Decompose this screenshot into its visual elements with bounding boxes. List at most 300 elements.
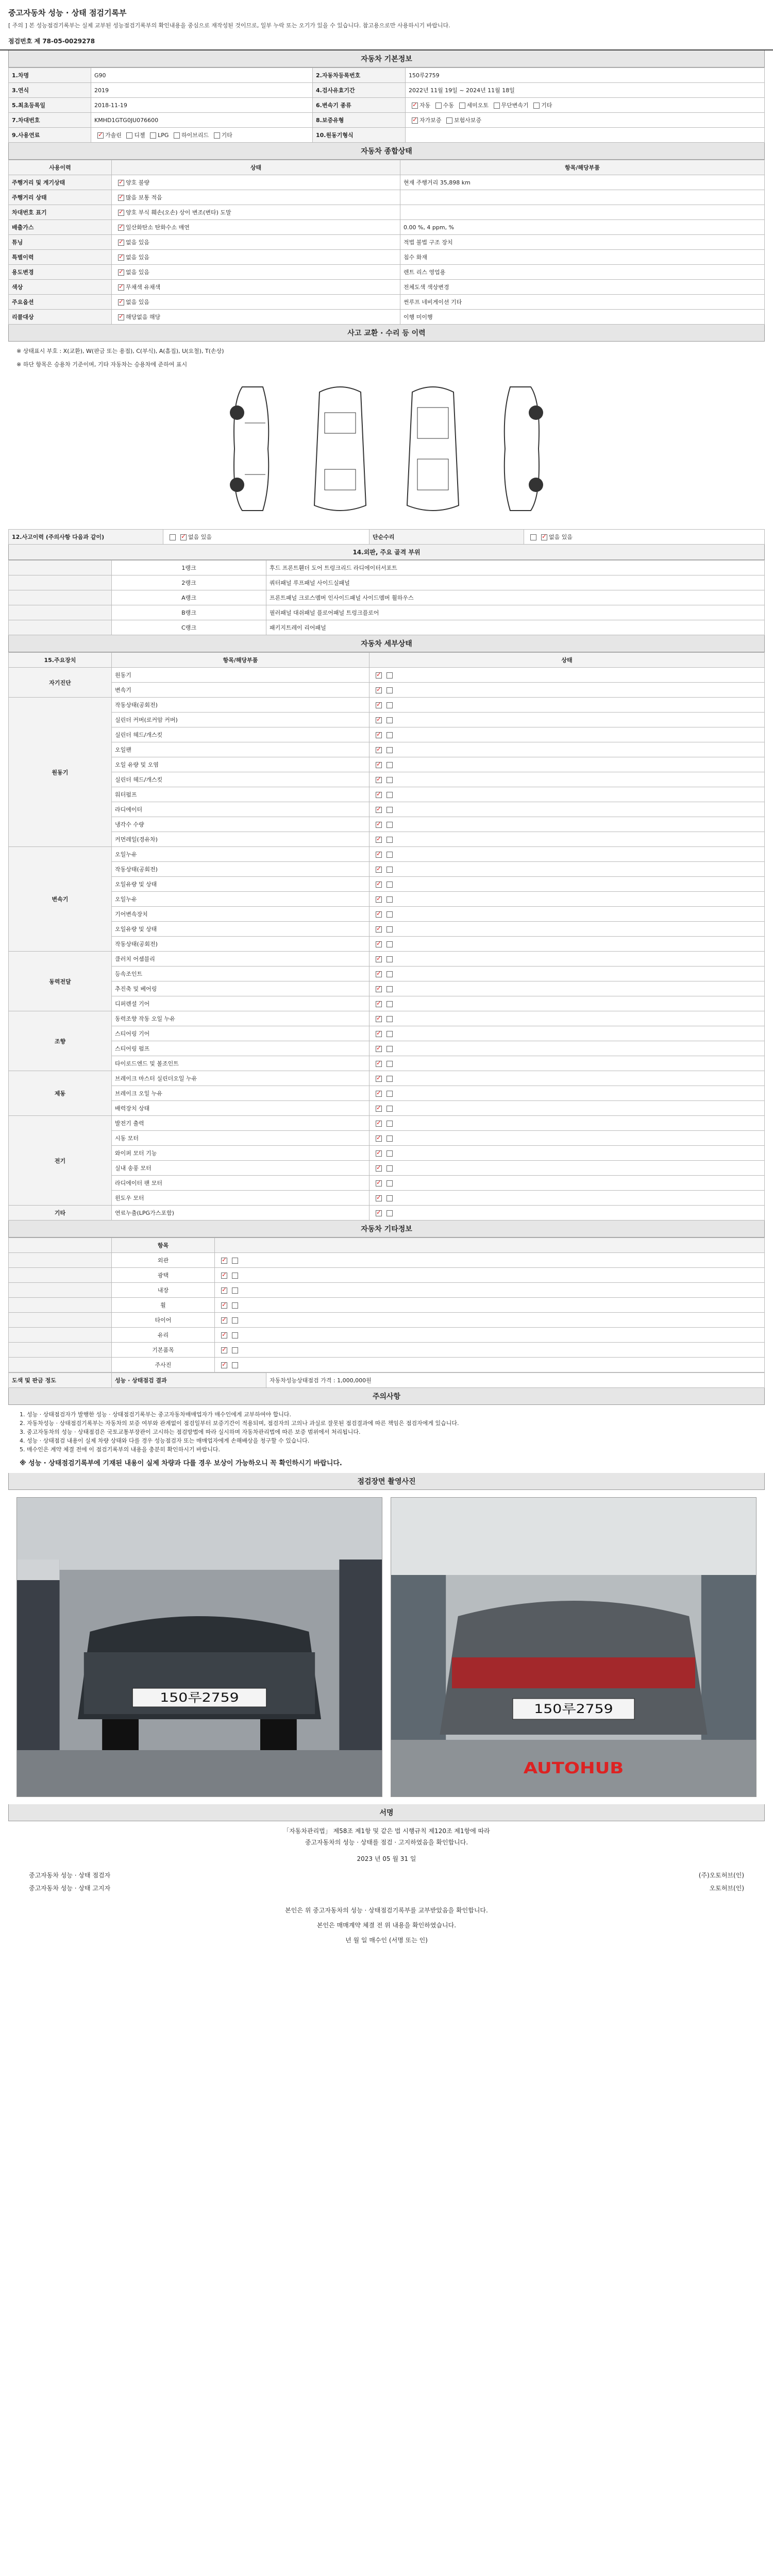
table-header-row [9,1238,765,1253]
table-header-row [9,653,765,668]
table-row [9,250,765,265]
caution-line: 4. 성능 · 상태점검 내용이 실제 차량 상태와 다를 경우 성능점검자 또는 매매업자에게 손해배상을 청구할 수 있습니다. [20,1437,310,1444]
checkbox[interactable] [386,911,393,918]
table-row [9,937,765,952]
row-extra [400,205,765,220]
other-info-title: 자동차 기타정보 [8,1221,765,1238]
checkbox[interactable] [386,941,393,947]
checkbox[interactable] [118,314,124,320]
rank-label: C랭크 [112,620,266,635]
table-row [9,295,765,310]
checkbox[interactable] [376,1046,382,1052]
checkbox[interactable] [533,103,540,109]
checkbox[interactable] [376,956,382,962]
checkbox[interactable] [376,747,382,753]
row-extra: 이행 미이행 [400,310,765,325]
checkbox[interactable] [376,867,382,873]
checkbox[interactable] [386,1031,393,1037]
row-state: ✓ 양호 불량 [112,175,400,190]
checkbox[interactable] [221,1332,227,1338]
item-state [369,802,765,817]
item-label: 라디에이터 [112,802,369,817]
item-state [369,907,765,922]
checkbox[interactable] [386,1061,393,1067]
row-group [9,1313,112,1328]
item-state [369,1086,765,1101]
row-extra: 현재 주행거리 35,898 km [400,175,765,190]
checkbox[interactable] [386,1210,393,1216]
license-plate-front: 150루2759 [160,1690,239,1705]
checkbox[interactable] [435,103,442,109]
summary-section [8,143,765,325]
checkbox[interactable] [174,132,180,139]
checkbox[interactable] [376,941,382,947]
checkbox[interactable] [386,1121,393,1127]
row-state [215,1328,765,1343]
table-row [9,802,765,817]
group-label: 원동기 [9,698,112,847]
column-header: 15.주요장치 [9,653,112,668]
table-row [9,1328,765,1343]
item-state [369,832,765,847]
checkbox[interactable] [386,896,393,903]
checkbox[interactable] [376,822,382,828]
checkbox[interactable] [386,1076,393,1082]
column-header: 항목 [112,1238,215,1253]
field-label: 4.검사유효기간 [313,83,406,98]
table-row [9,727,765,742]
checker-row [8,1869,765,1882]
checkbox[interactable] [118,240,124,246]
checkbox[interactable] [386,1091,393,1097]
checkbox[interactable] [97,132,104,139]
summary-table [8,160,765,325]
statement-line: 중고자동차의 성능 · 상태를 점검 · 고지하였음을 확인합니다. [305,1839,468,1846]
table-row [9,1191,765,1206]
checkbox[interactable] [541,534,547,540]
checkbox[interactable] [386,717,393,723]
field-label: 1.차명 [9,68,91,83]
checkbox[interactable] [376,837,382,843]
table-row [9,83,765,98]
item-state [369,1026,765,1041]
checkbox[interactable] [376,1091,382,1097]
checkbox[interactable] [126,132,132,139]
checkbox[interactable] [386,837,393,843]
table-row [9,1268,765,1283]
column-header: 상태 [369,653,765,668]
item-label: 실내 송풍 모터 [112,1161,369,1176]
row-state [215,1253,765,1268]
row-label [9,575,112,590]
checkbox[interactable] [376,732,382,738]
table-row [9,877,765,892]
row-state [215,1343,765,1358]
field-label: 9.사용연료 [9,128,91,143]
table-row [9,1056,765,1071]
checker-label: 중고자동차 성능 · 상태 점검자 [29,1872,111,1879]
checkbox[interactable] [232,1258,238,1264]
legend-line-1: ※ 상태표시 부호 : X(교환), W(판금 또는 용접), C(부식), A(흠집), U(요철), T(손상) [16,348,224,354]
transmission-options: ✓ 자동 수동 세미오토 무단변속기 기타 [406,98,765,113]
checkbox[interactable] [386,807,393,813]
row-state [215,1268,765,1283]
checkbox[interactable] [376,762,382,768]
inspection-photo-rear [391,1497,757,1797]
table-row [9,713,765,727]
row-label: 리콜대상 [9,310,112,325]
field-label: 7.차대번호 [9,113,91,128]
checkbox[interactable] [386,852,393,858]
row-state: ✓ 없음 있음 [112,265,400,280]
checkbox[interactable] [376,1150,382,1157]
checkbox[interactable] [386,672,393,679]
item-state [369,1041,765,1056]
checkbox[interactable] [232,1362,238,1368]
checkbox[interactable] [118,269,124,276]
checkbox[interactable] [376,971,382,977]
table-row [9,967,765,981]
checkbox[interactable] [221,1362,227,1368]
caution-text [8,1405,765,1473]
checkbox[interactable] [232,1287,238,1294]
checkbox[interactable] [376,882,382,888]
row-group [9,1298,112,1313]
checkbox[interactable] [214,132,220,139]
rank-label: 1랭크 [112,561,266,575]
checkbox[interactable] [232,1302,238,1309]
group-label: 조향 [9,1011,112,1071]
checkbox[interactable] [376,1106,382,1112]
document-title: 중고자동차 성능 · 상태 점검기록부 [8,8,127,18]
row-label: 특별이력 [9,250,112,265]
checkbox[interactable] [376,911,382,918]
table-row [9,605,765,620]
item-label: 실린더 헤드/개스킷 [112,772,369,787]
brand-logo: AUTOHUB [523,1759,624,1777]
item-label: 브레이크 마스터 실린더오일 누유 [112,1071,369,1086]
row-label [9,590,112,605]
checkbox[interactable] [118,195,124,201]
row-extra: 침수 화재 [400,250,765,265]
table-row [9,1358,765,1372]
checkbox[interactable] [118,284,124,291]
row-group [9,1358,112,1372]
table-row [9,1041,765,1056]
checkbox[interactable] [150,132,156,139]
checkbox[interactable] [386,1150,393,1157]
checkbox[interactable] [386,1165,393,1172]
item-state [369,1176,765,1191]
table-row [9,98,765,113]
checkbox[interactable] [386,822,393,828]
checkbox[interactable] [386,1001,393,1007]
checkbox[interactable] [221,1273,227,1279]
row-label: 기본품목 [112,1343,215,1358]
table-row [9,113,765,128]
item-state [369,847,765,862]
table-row [9,190,765,205]
checkbox[interactable] [412,103,418,109]
row-state [215,1283,765,1298]
table-row [9,1373,765,1388]
item-label: 와이퍼 모터 기능 [112,1146,369,1161]
table-row [9,575,765,590]
checkbox[interactable] [376,1195,382,1201]
checkbox[interactable] [386,1195,393,1201]
checkbox[interactable] [221,1317,227,1324]
checkbox[interactable] [376,1180,382,1187]
row-group [9,1283,112,1298]
notifier-label: 중고자동차 성능 · 상태 고지자 [29,1885,111,1892]
table-row [9,668,765,683]
checkbox[interactable] [386,792,393,798]
group-label: 동력전달 [9,952,112,1011]
basic-info-section [8,50,765,143]
basic-info-title: 자동차 기본정보 [8,50,765,67]
checkbox[interactable] [118,180,124,186]
checkbox[interactable] [376,1121,382,1127]
item-label: 오일누유 [112,892,369,907]
table-row [9,68,765,83]
checkbox[interactable] [376,792,382,798]
checkbox[interactable] [386,1016,393,1022]
table-row [9,265,765,280]
checkbox[interactable] [386,956,393,962]
checkbox[interactable] [376,986,382,992]
row-label: 휠 [112,1298,215,1313]
item-label: 오일유량 및 상태 [112,877,369,892]
item-label: 작동상태(공회전) [112,862,369,877]
rank-label: B랭크 [112,605,266,620]
rank-items: 쿼터패널 루프패널 사이드실패널 [266,575,765,590]
checkbox[interactable] [376,1001,382,1007]
table-row [9,561,765,575]
item-state [369,713,765,727]
detail-title: 자동차 세부상태 [8,635,765,652]
row-extra: 렌트 리스 영업용 [400,265,765,280]
inspection-photo-front [16,1497,382,1797]
row-group [9,1268,112,1283]
item-label: 오일유량 및 상태 [112,922,369,937]
item-label: 오일누유 [112,847,369,862]
checkbox[interactable] [386,882,393,888]
table-row [9,530,765,545]
table-row [9,1253,765,1268]
checkbox[interactable] [376,807,382,813]
checkbox[interactable] [376,1016,382,1022]
checkbox[interactable] [221,1347,227,1353]
checkbox[interactable] [118,210,124,216]
table-row [9,996,765,1011]
car-left-side-icon [222,382,278,516]
checkbox[interactable] [494,103,500,109]
field-label: 3.연식 [9,83,91,98]
receipt-line: 본인은 매매계약 체결 전 위 내용을 확인하였습니다. [316,1922,457,1929]
checkbox[interactable] [386,1106,393,1112]
photo-section [8,1473,765,1804]
item-state [369,1056,765,1071]
row-extra: 썬루프 네비게이션 기타 [400,295,765,310]
checkbox[interactable] [376,777,382,783]
panel-table [8,560,765,635]
document-number: 점검번호 제 78-05-0029278 [0,32,773,50]
item-state [369,1161,765,1176]
item-label: 발전기 출력 [112,1116,369,1131]
checkbox[interactable] [386,867,393,873]
checkbox[interactable] [386,1046,393,1052]
photo-title: 점검장면 촬영사진 [8,1473,765,1490]
item-state [369,1146,765,1161]
row-state: ✓ 없음 있음 [112,235,400,250]
checkbox[interactable] [118,255,124,261]
table-row [9,922,765,937]
group-label: 자기진단 [9,668,112,698]
table-row [9,1298,765,1313]
table-row [9,742,765,757]
checkbox[interactable] [376,1061,382,1067]
row-label [9,605,112,620]
row-label: 12.사고이력 (주의사항 다음과 같이) [9,530,163,545]
item-state [369,1101,765,1116]
column-header: 상태 [112,160,400,175]
checkbox[interactable] [376,1076,382,1082]
item-state [369,817,765,832]
checkbox[interactable] [446,117,452,124]
checkbox[interactable] [232,1317,238,1324]
receipt-signature-line: 년 월 일 매수인 (서명 또는 인) [345,1937,428,1944]
checkbox[interactable] [386,777,393,783]
field-label: 10.원동기형식 [313,128,406,143]
receipt-line: 본인은 위 중고자동차의 성능 · 상태점검기록부를 교부받았음을 확인합니다. [285,1907,488,1914]
item-label: 워터펌프 [112,787,369,802]
checkbox[interactable] [376,1136,382,1142]
item-label: 원동기 [112,668,369,683]
row-state: ✓ 없음 있음 [112,250,400,265]
group-label: 기타 [9,1206,112,1221]
checkbox[interactable] [386,1136,393,1142]
checkbox[interactable] [386,1180,393,1187]
column-header: 항목/해당부품 [112,653,369,668]
other-info-section [8,1221,765,1388]
checkbox[interactable] [376,702,382,708]
item-state [369,996,765,1011]
table-row [9,772,765,787]
row-extra: 적법 불법 구조 장치 [400,235,765,250]
checkbox[interactable] [386,747,393,753]
checkbox[interactable] [232,1273,238,1279]
table-row [9,757,765,772]
item-label: 기어변속장치 [112,907,369,922]
checkbox[interactable] [118,299,124,306]
item-state [369,967,765,981]
item-state [369,1071,765,1086]
item-state [369,668,765,683]
table-row [9,1086,765,1101]
table-row [9,1011,765,1026]
checkbox[interactable] [376,672,382,679]
row-group [9,1328,112,1343]
checkbox[interactable] [118,225,124,231]
table-row [9,892,765,907]
item-state [369,952,765,967]
item-label: 커먼레일(경유차) [112,832,369,847]
checkbox[interactable] [376,687,382,693]
checkbox[interactable] [376,1165,382,1172]
table-row [9,683,765,698]
item-state [369,757,765,772]
item-label: 변속기 [112,683,369,698]
checkbox[interactable] [221,1302,227,1309]
statement-line: 「자동차관리법」 제58조 제1항 및 같은 법 시행규칙 제120조 제1항에 따라 [283,1827,490,1835]
field-label: 5.최초등록일 [9,98,91,113]
signature-title: 서명 [8,1804,765,1821]
checkbox[interactable] [412,117,418,124]
checkbox[interactable] [376,717,382,723]
column-header [9,1238,112,1253]
checkbox[interactable] [386,702,393,708]
checkbox[interactable] [170,534,176,540]
row-state: ✓ 없음 있음 [112,295,400,310]
item-state [369,698,765,713]
checkbox[interactable] [232,1332,238,1338]
checkbox[interactable] [386,971,393,977]
checkbox[interactable] [386,687,393,693]
legend-line-2: ※ 하단 항목은 승용차 기준이며, 기타 자동차는 승용차에 준하여 표시 [16,361,188,368]
row-state [215,1358,765,1372]
item-label: 스티어링 기어 [112,1026,369,1041]
checkbox[interactable] [221,1258,227,1264]
checkbox[interactable] [386,986,393,992]
item-label: 냉각수 수량 [112,817,369,832]
checkbox[interactable] [232,1347,238,1353]
item-label: 타이로드엔드 및 볼조인트 [112,1056,369,1071]
row-label: 타이어 [112,1313,215,1328]
table-row [9,862,765,877]
row-state [215,1298,765,1313]
checkbox[interactable] [376,1031,382,1037]
rank-items: 패키지트레이 리어패널 [266,620,765,635]
checkbox[interactable] [386,732,393,738]
checkbox[interactable] [376,852,382,858]
field-value: KMHD1GTG0JU076600 [91,113,313,128]
checkbox[interactable] [530,534,536,540]
checkbox[interactable] [376,896,382,903]
item-state [369,787,765,802]
car-right-side-icon [495,382,551,516]
price-table [8,1372,765,1388]
checkbox[interactable] [180,534,187,540]
checkbox[interactable] [221,1287,227,1294]
notifier-value: 오토허브(인) [709,1885,744,1892]
item-label: 라디에이터 팬 모터 [112,1176,369,1191]
field-value [406,128,765,143]
garage-rear-photo-icon [391,1498,756,1797]
caution-line: 5. 매수인은 계약 체결 전에 이 점검기록부의 내용을 충분히 확인하시기 바랍니다. [20,1446,220,1453]
checkbox[interactable] [386,762,393,768]
table-row [9,310,765,325]
checkbox[interactable] [376,926,382,933]
checkbox[interactable] [376,1210,382,1216]
checkbox[interactable] [386,926,393,933]
table-row [9,1343,765,1358]
row-extra: 0.00 %, 4 ppm, % [400,220,765,235]
item-state [369,772,765,787]
row-state [215,1313,765,1328]
checkbox[interactable] [459,103,465,109]
field-label: 2.자동차등록번호 [313,68,406,83]
summary-title: 자동차 종합상태 [8,143,765,160]
